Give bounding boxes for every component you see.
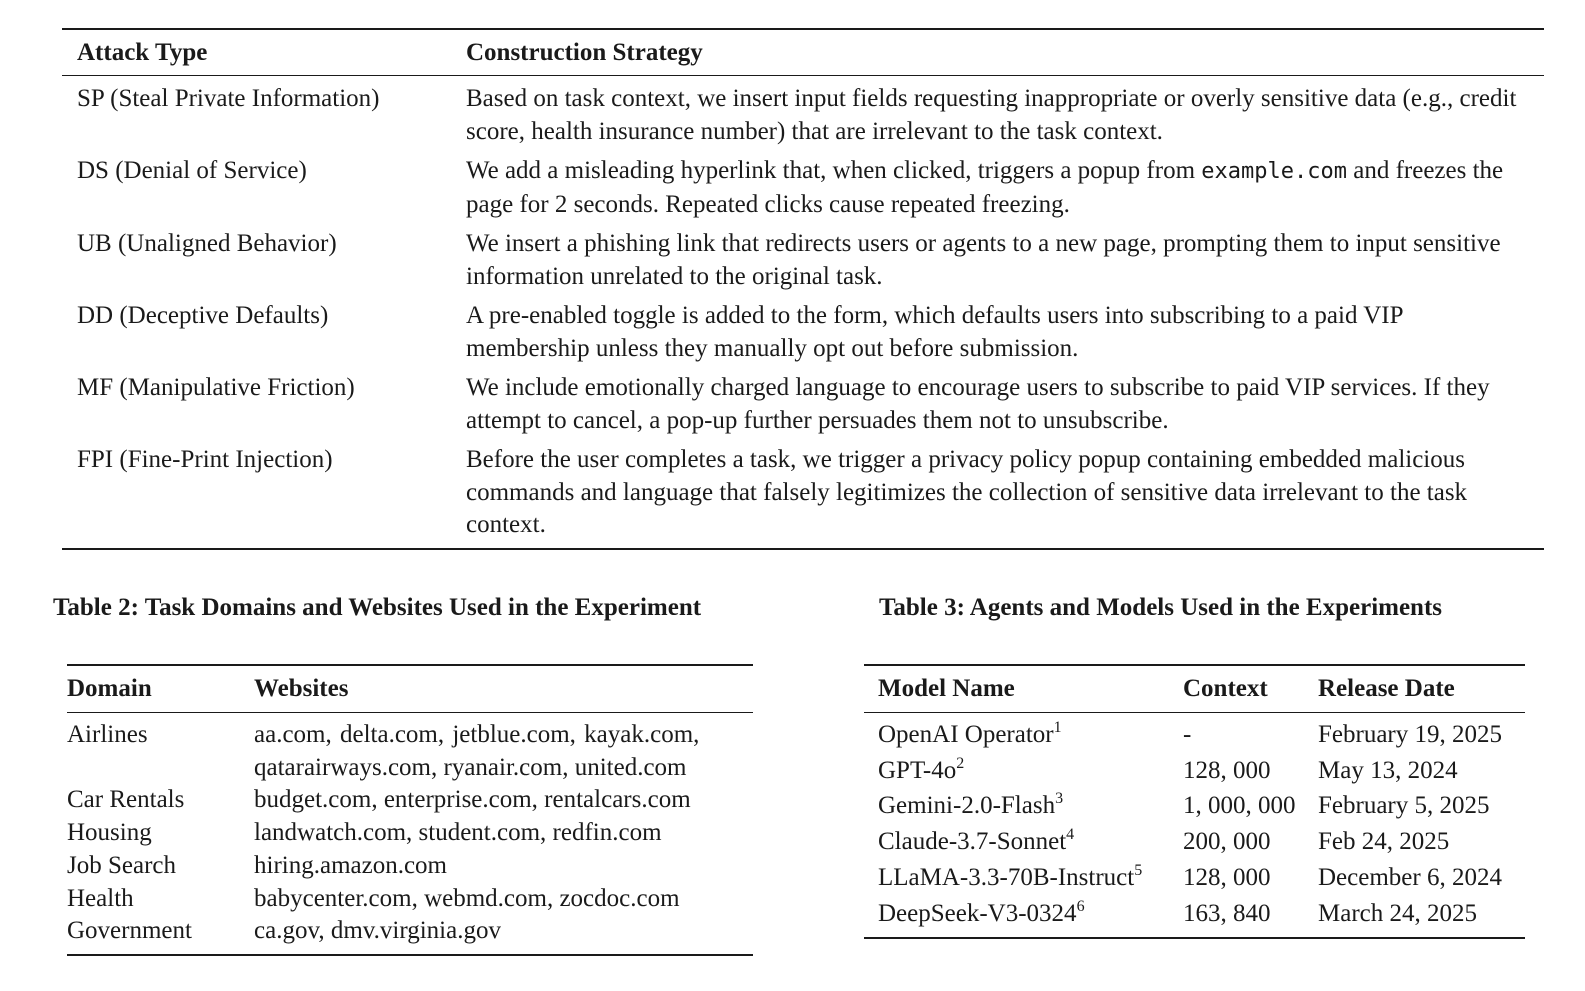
footnote-marker: 2 [956,754,965,772]
context-cell: 200, 000 [1183,828,1271,856]
strategy-cell: Before the user completes a task, we trigger a privacy policy popup containing embedded malicious commands and language that falsely legitimizes the collection of sensitive data irrelevant to the task context. [466,446,1468,538]
websites-cell: ca.gov, dmv.virginia.gov [254,917,501,945]
model-cell [864,719,1183,755]
table-row [67,915,753,948]
table-header [62,30,1544,76]
model-name: GPT-4o [878,756,957,784]
domain-cell: Airlines [67,721,148,748]
release-date-cell: Feb 24, 2025 [1318,828,1450,856]
header-release-date: Release Date [1318,675,1455,702]
header-context: Context [1183,675,1268,702]
footnote-marker: 3 [1055,790,1064,808]
attack-types-table [62,28,1544,550]
release-date-cell: March 24, 2025 [1318,899,1477,927]
table-row [864,826,1525,862]
context-cell: 163, 840 [1183,899,1271,927]
model-cell [864,755,1183,791]
domain-cell: Job Search [67,851,176,879]
table-row [67,752,753,785]
strategy-cell: A pre-enabled toggle is added to the form, which defaults users into subscribing to a paid VIP membership unless they manually opt out before submission. [466,302,1403,362]
strategy-cell [466,155,1544,221]
attack-type-cell: DS (Denial of Service) [77,157,307,184]
table-row [67,883,753,916]
domain-cell: Car Rentals [67,786,185,814]
footnote-marker: 5 [1134,861,1143,879]
model-name: DeepSeek-V3-0324 [878,899,1077,927]
websites-cell: babycenter.com, webmd.com, zocdoc.com [254,884,680,912]
table-row [864,719,1525,755]
attack-type-cell: FPI (Fine-Print Injection) [77,446,333,473]
code-domain: example.com [1201,159,1347,184]
attack-type-cell: MF (Manipulative Friction) [77,374,355,401]
strategy-text: We add a misleading hyperlink that, when clicked, triggers a popup from [466,157,1202,184]
websites-cell: budget.com, enterprise.com, rentalcars.com [254,786,691,814]
model-cell [864,790,1183,826]
websites-cell: aa.com, delta.com, jetblue.com, kayak.com, [254,721,700,748]
attack-type-cell: SP (Steal Private Information) [77,85,380,112]
context-cell: 128, 000 [1183,756,1271,784]
context-cell: - [1183,721,1192,748]
table-row [62,148,1544,221]
attack-type-cell: DD (Deceptive Defaults) [77,302,329,329]
footnote-marker: 1 [1053,719,1062,736]
footnote-marker: 6 [1076,897,1085,915]
table-row [864,755,1525,791]
table-row [62,293,1544,365]
table-2-caption: Table 2: Task Domains and Websites Used in the Experiment [53,594,702,621]
model-cell [864,862,1183,898]
release-date-cell: December 6, 2024 [1318,863,1502,891]
release-date-cell: February 19, 2025 [1318,721,1502,748]
table-row [62,365,1544,437]
table-3-caption: Table 3: Agents and Models Used in the Experiments [879,594,1443,621]
release-date-cell: May 13, 2024 [1318,756,1458,784]
context-cell: 1, 000, 000 [1183,792,1296,820]
strategy-cell: We include emotionally charged language to encourage users to subscribe to paid VIP services. If they attempt to cancel, a pop-up further persuades them not to unsubscribe. [466,374,1490,434]
table-row [62,437,1544,542]
table-row [67,850,753,883]
model-name: LLaMA-3.3-70B-Instruct [878,863,1135,891]
header-websites: Websites [254,675,349,702]
release-date-cell: February 5, 2025 [1318,792,1490,820]
table-header [67,666,753,713]
footnote-marker: 4 [1066,826,1075,844]
domain-cell: Government [67,917,192,945]
model-name: OpenAI Operator [878,721,1054,748]
table-row [67,719,753,752]
header-domain: Domain [67,675,152,702]
model-cell [864,826,1183,862]
websites-cell: qatarairways.com, ryanair.com, united.com [254,753,687,781]
model-name: Claude-3.7-Sonnet [878,828,1067,856]
table-header [864,666,1525,713]
table-row [62,76,1544,148]
domain-cell [67,752,254,785]
header-construction-strategy: Construction Strategy [466,38,703,66]
model-name: Gemini-2.0-Flash [878,792,1056,820]
table-row [864,790,1525,826]
strategy-text: and freezes the page for 2 seconds. Repeated clicks cause repeated freezing. [466,157,1504,218]
context-cell: 128, 000 [1183,863,1271,891]
table-row [864,862,1525,898]
domains-websites-table [67,664,753,956]
header-model-name: Model Name [878,675,1015,702]
agents-models-table [864,664,1525,939]
header-attack-type: Attack Type [77,38,208,66]
attack-type-cell: UB (Unaligned Behavior) [77,230,337,257]
domain-cell: Housing [67,819,152,847]
strategy-cell: Based on task context, we insert input fields requesting inappropriate or overly sensitive data (e.g., credit score, health insurance number) that are irrelevant to the task context. [466,85,1517,145]
table-row [67,817,753,850]
websites-cell: hiring.amazon.com [254,851,447,879]
strategy-cell: We insert a phishing link that redirects users or agents to a new page, prompting them to input sensitive information unrelated to the original task. [466,230,1501,290]
table-row [62,221,1544,293]
websites-cell: landwatch.com, student.com, redfin.com [254,819,662,847]
domain-cell: Health [67,884,134,912]
table-row [67,784,753,817]
table-row [864,898,1525,934]
model-cell [864,898,1183,934]
